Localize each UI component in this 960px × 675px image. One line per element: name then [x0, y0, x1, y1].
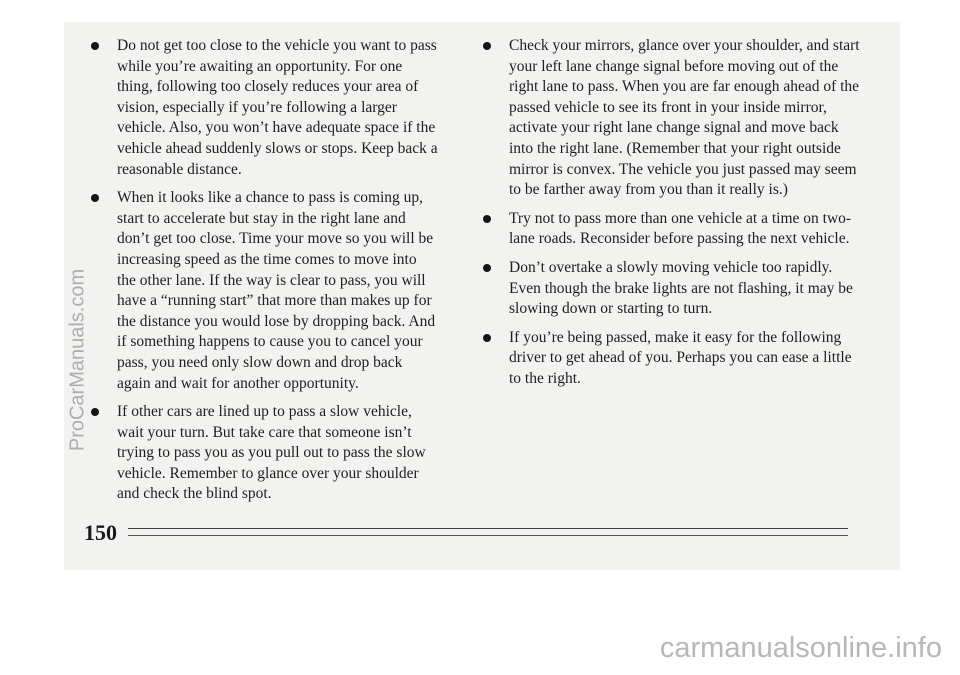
bullet-icon: [483, 334, 491, 342]
list-item: [88, 188, 438, 394]
list-item: [480, 258, 860, 320]
bullet-icon: [483, 42, 491, 50]
list-item: [480, 209, 860, 250]
list-item: [88, 36, 438, 180]
page-number: 150: [84, 520, 117, 545]
bottom-watermark: carmanualsonline.info: [659, 632, 942, 664]
manual-page: [64, 22, 900, 570]
list-item-text: Don’t overtake a slowly moving vehicle too rapidly. Even though the brake lights are not flashing, it may be slowing down or starting to turn.: [509, 258, 853, 318]
bullet-icon: [91, 42, 99, 50]
bullet-icon: [91, 408, 99, 416]
list-item-text: Do not get too close to the vehicle you want to pass while you’re awaiting an opportunity. For one thing, following too closely reduces your area of vision, especially if you’re following a larger vehicle. Also, you won’t have adequate space if the vehicle ahead suddenly slows or stops. Keep back a reasonable distance.: [117, 37, 438, 178]
bullet-icon: [483, 264, 491, 272]
list-item-text: Check your mirrors, glance over your shoulder, and start your left lane change signal before moving out of the right lane to pass. When you are far enough ahead of the passed vehicle to see its front in your inside mirror, activate your right lane change signal and move back into the right lane. (Remember that your right outside mirror is convex. The vehicle you just passed may seem to be farther away from you than it really is.): [509, 37, 860, 199]
list-item-text: If other cars are lined up to pass a slow vehicle, wait your turn. But take care that someone isn’t trying to pass you as you pull out to pass the slow vehicle. Remember to glance over your shoulder and check the blind spot.: [117, 403, 426, 503]
list-item: [480, 328, 860, 390]
bullet-icon: [91, 194, 99, 202]
footer-rule-thin: [128, 535, 848, 536]
list-item-text: Try not to pass more than one vehicle at a time on two-lane roads. Reconsider before passing the next vehicle.: [509, 209, 852, 248]
list-item: [480, 36, 860, 201]
list-item-text: If you’re being passed, make it easy for the following driver to get ahead of you. Perhaps you can ease a little to the right.: [509, 328, 852, 387]
side-watermark: ProCarManuals.com: [66, 268, 89, 452]
right-column: [480, 36, 860, 398]
list-item-text: When it looks like a chance to pass is coming up, start to accelerate but stay in the right lane and don’t get too close. Time your move so you will be increasing speed as the time comes to move into the other lane. If the way is clear to pass, you will have a “running start” that more than makes up for the distance you would lose by dropping back. And if something happens to cause you to cancel your pass, you need only slow down and drop back again and wait for another opportunity.: [117, 189, 436, 392]
bullet-icon: [483, 215, 491, 223]
left-column: [88, 36, 438, 513]
footer-rule: [128, 528, 848, 529]
list-item: [88, 402, 438, 505]
